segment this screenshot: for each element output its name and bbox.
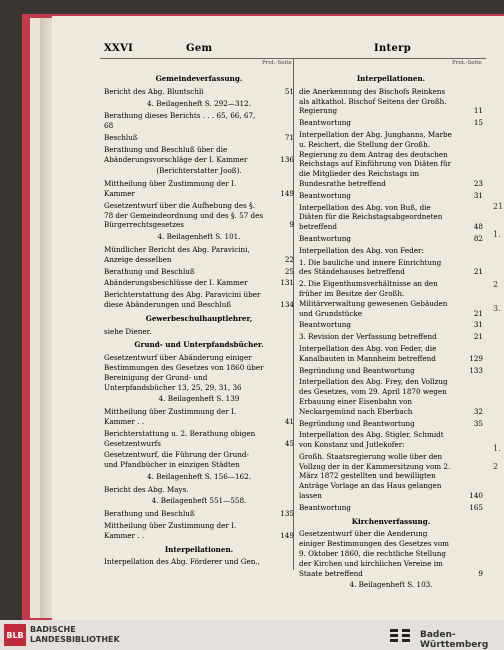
entry-page: 21 <box>473 332 483 342</box>
blb-name <box>30 625 120 645</box>
edge-number: 3. <box>493 304 501 313</box>
entry-text: Berichterstattung des Abg. Paravicini über diese Abänderungen und Beschluß <box>104 290 261 309</box>
entry-page: 48 <box>473 222 483 232</box>
reference-line: (Berichterstatter Jooß). <box>156 166 242 176</box>
section-heading: Gemeindeverfassung. <box>155 74 243 83</box>
index-entry <box>299 130 483 189</box>
edge-number: 21 <box>493 202 504 211</box>
bw-lions-icon <box>388 625 414 645</box>
entry-page: 51 <box>284 86 294 96</box>
blb-logo: BLB <box>4 624 26 646</box>
entry-text: Bericht des Abg. Mays. <box>104 484 189 494</box>
entry-text: Begründung und Beantwortung <box>299 365 415 375</box>
entry-text: Mündlicher Bericht des Abg. Paravicini, Anzeige desselben <box>104 244 250 264</box>
index-entry <box>299 452 483 501</box>
reference-line: 4. Beilagenheft S. 103. <box>349 580 433 590</box>
entry-text: Mittheilung über Zustimmung der I. Kammer . . <box>104 407 237 426</box>
entry-page: 9 <box>478 568 483 578</box>
entry-page: 133 <box>469 365 483 375</box>
entry-text: Begründung und Beantwortung <box>299 418 415 428</box>
index-entry <box>104 267 294 277</box>
entry-page: 31 <box>473 190 483 200</box>
entry-page: 35 <box>473 418 483 428</box>
reference-line: 4. Beilagenheft 551—558. <box>151 496 247 506</box>
entry-page: 22 <box>284 254 294 264</box>
prov-label-right: Prot.-Seite <box>452 60 482 66</box>
entry-text: Gesetzentwurf über die Aufhebung des §. 78 der Gemeindeordnung und des §. 57 des Bürgerrechtsgesetzes <box>104 200 264 230</box>
index-entry <box>104 557 294 567</box>
reference-line: 4. Beilagenheft S. 156—162. <box>147 471 251 481</box>
bw-name: Baden-Württemberg <box>420 630 489 650</box>
entry-text: Bericht des Abg. Bluntschli <box>104 86 204 96</box>
section-heading: Interpellationen. <box>356 74 426 83</box>
left-column <box>104 70 294 569</box>
index-entry <box>104 521 294 541</box>
entry-text: Beschluß <box>104 132 138 142</box>
entry-text: die Anerkennung des Bischofs Reinkens als altkathol. Bischof Seitens der Großh. Regierung <box>299 86 447 116</box>
entry-text: Abänderungsbeschlüsse der I. Kammer <box>104 278 248 288</box>
entry-page: 82 <box>473 233 483 243</box>
entry-page: 131 <box>280 278 294 288</box>
edge-number: 2 <box>493 462 499 471</box>
prov-label-left: Prot.-Seite <box>262 60 292 66</box>
entry-page: 11 <box>473 106 483 116</box>
entry-page: 23 <box>473 178 483 188</box>
entry-text: Interpellation des Abg. Förderer und Gen., <box>104 557 260 567</box>
entry-page: 31 <box>473 320 483 330</box>
entry-text: Berathung und Beschluß <box>104 266 195 276</box>
index-entry <box>299 366 483 376</box>
reference-line: 4. Beilagenheft S. 101. <box>157 232 241 242</box>
entry-text: Beantwortung <box>299 320 352 330</box>
entry-text: Beantwortung <box>299 502 352 512</box>
entry-text: 1. Die bauliche und innere Einrichtung des Ständehauses betreffend <box>299 257 442 277</box>
entry-page: 32 <box>473 406 483 416</box>
index-entry <box>104 290 294 310</box>
index-entry <box>299 246 483 256</box>
index-entry <box>104 429 294 449</box>
index-entry <box>299 344 483 364</box>
entry-text: Gesetzentwurf, die Führung der Grund- und Pfandbücher in einzigen Städten <box>104 450 249 470</box>
next-page-edge <box>488 52 504 612</box>
entry-page: 134 <box>280 299 294 309</box>
entry-text: Gesetzentwurf über die Aenderung einiger Bestimmungen des Gesetzes vom 9. Oktober 1860, die rechtliche Stellung der Kirchen und kirchlichen Vereine im Staate betreffend <box>299 529 449 578</box>
entry-text: Interpellation des Abg. Stigler, Schmidt von Konstanz und Jutlekofer: <box>299 430 444 450</box>
entry-page: 71 <box>284 132 294 142</box>
entry-page: 140 <box>469 491 483 501</box>
edge-number: 1. <box>493 444 501 453</box>
entry-text: Berathung und Beschluß <box>104 509 195 519</box>
index-entry <box>104 133 294 143</box>
index-entry <box>104 327 294 337</box>
index-entry <box>104 179 294 199</box>
index-entry <box>299 87 483 116</box>
reference-line: 4. Beilagenheft S. 292—312. <box>147 98 251 108</box>
entry-page: 149 <box>280 530 294 540</box>
entry-page: 165 <box>469 502 483 512</box>
edge-number: 2 <box>493 280 499 289</box>
edge-number: 1. <box>493 230 501 239</box>
index-entry <box>299 430 483 450</box>
entry-page: 9 <box>289 220 294 230</box>
index-entry <box>104 145 294 165</box>
entry-text: 2. Die Eigenthumsverhältnisse an den früher im Besitze der Großh. Militärverwaltung gewesenen Gebäuden und Grundstücke <box>299 279 448 318</box>
entry-page: 129 <box>469 353 483 363</box>
entry-text: 3. Revision der Verfassung betreffend <box>299 332 437 342</box>
blb-name-line2: LANDESBIBLIOTHEK <box>30 635 120 644</box>
entry-text: Beantwortung <box>299 190 352 200</box>
entry-page: 25 <box>284 266 294 276</box>
index-entry <box>104 509 294 519</box>
entry-text: Mittheilung über Zustimmung der I. Kammer <box>104 179 237 198</box>
index-entry <box>299 258 483 278</box>
entry-text: Berichterstattung u. 2. Berathung obigen Gesetzentwurfs <box>104 428 256 448</box>
blb-name-line1: BADISCHE <box>30 625 76 634</box>
section-heading: Grund- und Unterpfandsbücher. <box>134 340 264 350</box>
index-entry <box>299 419 483 429</box>
section-heading: Kirchenverfassung. <box>351 516 431 526</box>
index-entry <box>104 485 294 495</box>
page-number: XXVI <box>104 43 134 54</box>
entry-text: Mittheilung über Zustimmung der I. Kammer . . <box>104 521 237 540</box>
entry-page: 15 <box>473 118 483 128</box>
right-column <box>299 70 483 593</box>
entry-text: Interpellation des Abg. Frey, den Vollzug des Gesetzes, vom 29. April 1870 wegen Erbauung einer Eisenbahn von Neckargemünd nach Eberbach <box>299 377 448 416</box>
index-entry <box>299 503 483 513</box>
index-entry <box>299 203 483 232</box>
entry-text: siehe Diener. <box>104 326 152 336</box>
entry-page: 21 <box>473 267 483 277</box>
running-head-right: Interp <box>374 43 411 54</box>
index-entry <box>104 450 294 470</box>
entry-text: Beantwortung <box>299 233 352 243</box>
entry-text: Interpellation des Abg. von Feder: <box>299 245 424 255</box>
entry-page: 41 <box>284 416 294 426</box>
index-entry <box>299 332 483 342</box>
index-entry <box>299 279 483 318</box>
index-entry <box>299 377 483 416</box>
entry-text: Beantwortung <box>299 118 352 128</box>
index-entry <box>299 191 483 201</box>
index-entry <box>299 320 483 330</box>
index-entry <box>104 245 294 265</box>
entry-page: 136 <box>280 154 294 164</box>
index-entry <box>104 201 294 230</box>
index-entry <box>104 87 294 97</box>
entry-page: 149 <box>280 188 294 198</box>
entry-text: Berathung dieses Berichts . . . 65, 66, 67, 68 <box>104 111 256 131</box>
index-entry <box>104 353 294 392</box>
index-entry <box>299 118 483 128</box>
entry-page: 45 <box>284 438 294 448</box>
entry-page: 21 <box>473 308 483 318</box>
index-entry <box>104 407 294 427</box>
index-entry <box>104 278 294 288</box>
reference-line: 4. Beilagenheft S. 139 <box>158 394 240 404</box>
index-entry <box>299 234 483 244</box>
footer-bar <box>0 620 504 650</box>
entry-text: Gesetzentwurf über Abänderung einiger Bestimmungen des Gesetzes von 1860 über Bereinigung der Grund- und Unterpfandsbücher 13, 25, 29, 31, 36 <box>104 353 264 392</box>
entry-text: Berathung und Beschluß über die Abänderungsvorschläge der I. Kammer <box>104 144 248 164</box>
entry-text: Großh. Staatsregierung wolle über den Vollzug der in der Kammersitzung vom 2. März 1872 gestellten und bewilligten Anträge Vorlage an das Haus gelangen lassen <box>299 451 451 501</box>
entry-text: Interpellation des Abg. von Feder, die Kanalbauten in Mannheim betreffend <box>299 343 437 363</box>
entry-text: Interpellation des Abg. von Buß, die Diäten für die Reichstagsabgeordneten betreffend <box>299 202 443 232</box>
section-heading: Interpellationen. <box>164 544 234 554</box>
entry-page: 135 <box>280 509 294 519</box>
index-entry <box>104 111 294 131</box>
running-head-left: Gem <box>186 43 213 54</box>
index-entry <box>299 529 483 578</box>
entry-text: Interpellation der Abg. Junghanns, Marbe u. Reichert, die Stellung der Großh. Regierung zu dem Antrag des deutschen Reichstags auf Einführung von Diäten für die Mitglieder des Reichstags im Bundesrathe betreffend <box>299 129 452 188</box>
section-heading: Gewerbeschulhauptlehrer, <box>145 313 253 323</box>
